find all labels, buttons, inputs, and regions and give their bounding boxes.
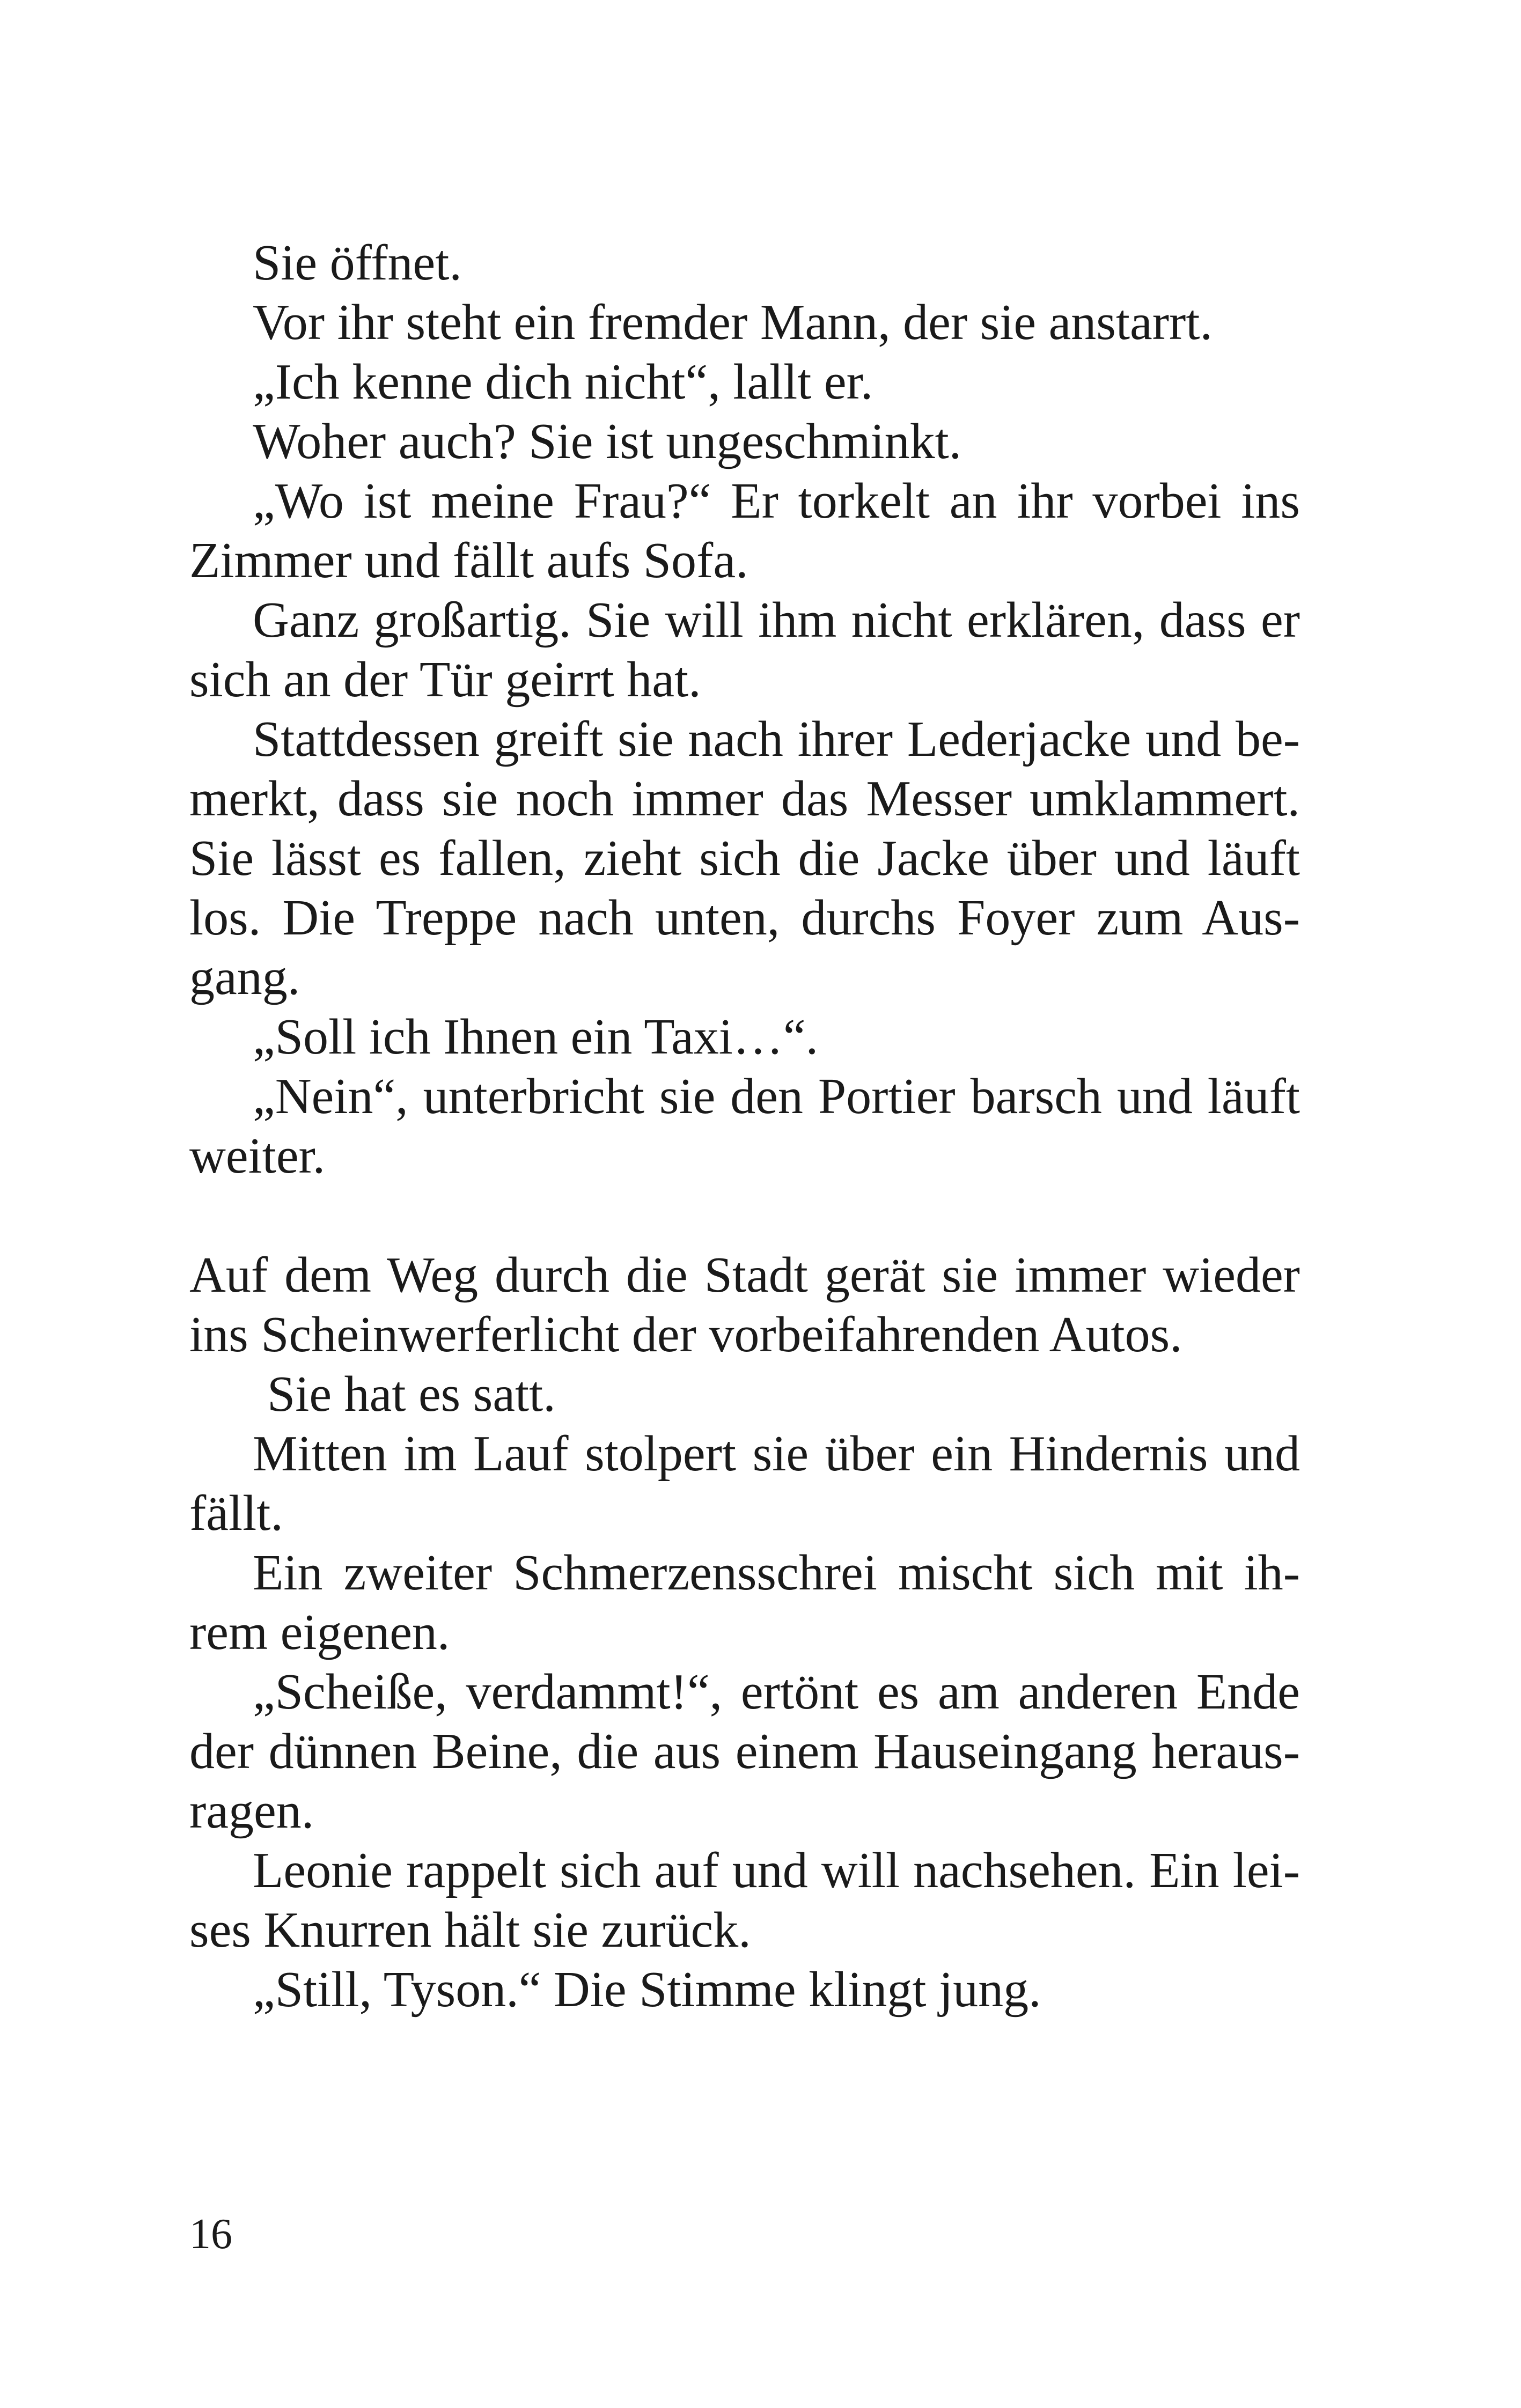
paragraph: „Still, Tyson.“ Die Stimme klingt jung. <box>253 1962 1041 2017</box>
paragraph: „Soll ich Ihnen ein Taxi…“. <box>253 1009 819 1065</box>
body-text <box>189 233 1300 2020</box>
paragraph: Ganz großartig. Sie will ihm nicht erklären, dass er sich an der Tür geirrt hat. <box>189 592 1300 708</box>
paragraph: „Scheiße, verdammt!“, ertönt es am anderen Ende der dünnen Beine, die aus einem Hauseingang herausragen. <box>189 1664 1300 1839</box>
paragraph: „Ich kenne dich nicht“, lallt er. <box>253 354 873 410</box>
paragraph: Stattdessen greift sie nach ihrer Lederjacke und bemerkt, dass sie noch immer das Messer umklammert. Sie lässt es fallen, zieht sich die Jacke über und läuft los. Die Treppe nach unten, durchs Foyer zum Ausgang. <box>189 711 1300 1005</box>
page-number: 16 <box>189 2211 232 2258</box>
paragraph: Mitten im Lauf stolpert sie über ein Hindernis und fällt. <box>189 1426 1300 1541</box>
paragraph: Vor ihr steht ein fremder Mann, der sie anstarrt. <box>253 294 1213 350</box>
paragraph: „Nein“, unterbricht sie den Portier barsch und läuft weiter. <box>189 1069 1300 1184</box>
paragraph: Ein zweiter Schmerzensschrei mischt sich mit ihrem eigenen. <box>189 1545 1300 1660</box>
paragraph: Sie öffnet. <box>253 235 462 291</box>
paragraph: Sie hat es satt. <box>267 1366 556 1422</box>
paragraph: Woher auch? Sie ist ungeschminkt. <box>253 414 962 469</box>
paragraph: Leonie rappelt sich auf und will nachsehen. Ein leises Knurren hält sie zurück. <box>189 1843 1300 1958</box>
paragraph-section-start: Auf dem Weg durch die Stadt gerät sie immer wieder ins Scheinwerferlicht der vorbeifahrenden Autos. <box>189 1247 1300 1363</box>
paragraph: „Wo ist meine Frau?“ Er torkelt an ihr vorbei ins Zimmer und fällt aufs Sofa. <box>189 473 1300 588</box>
